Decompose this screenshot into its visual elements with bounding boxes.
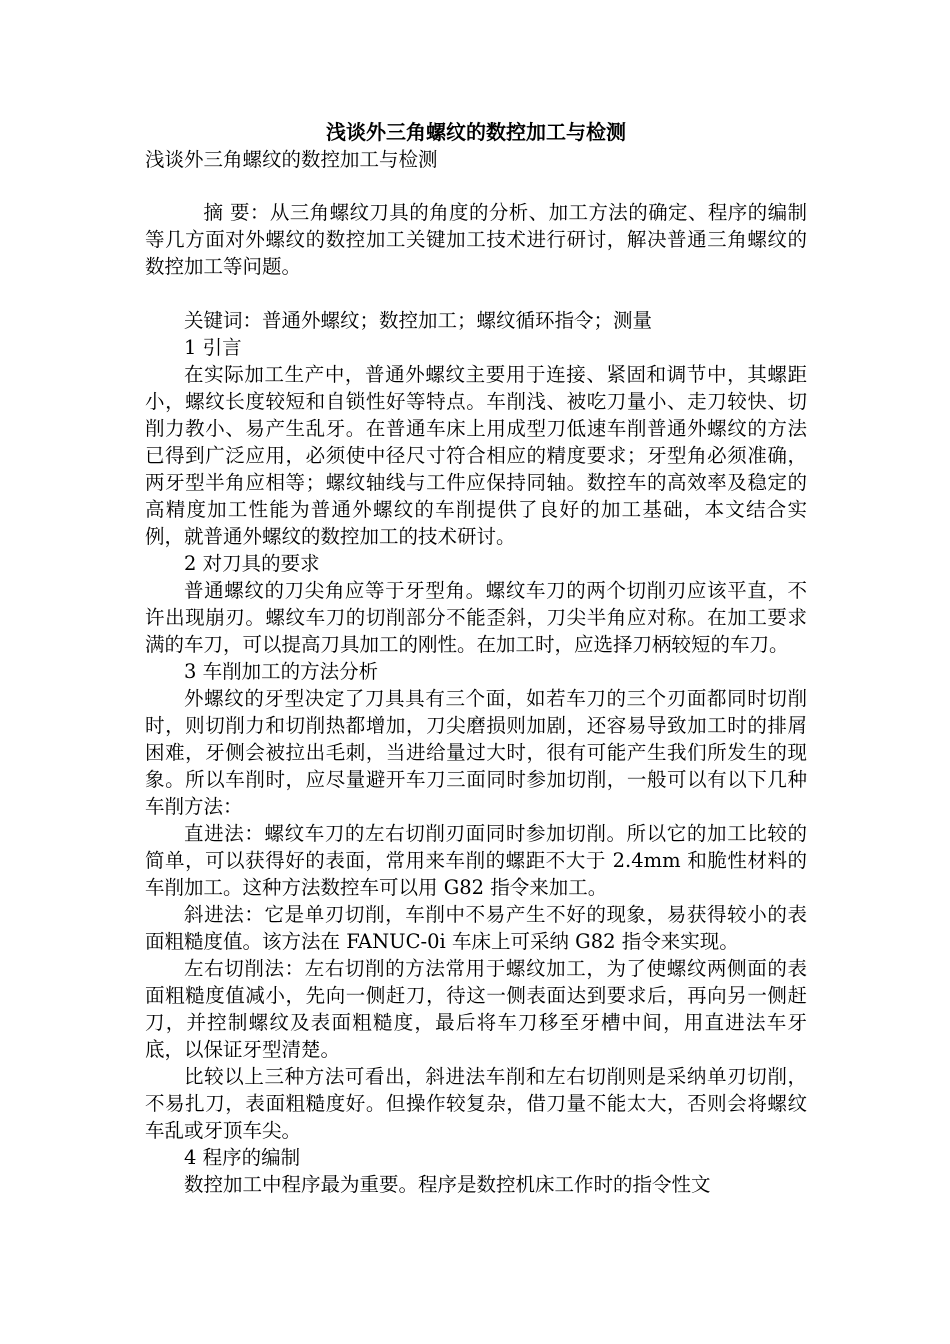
abstract-paragraph — [145, 199, 807, 280]
section-heading: 1 引言 — [184, 336, 242, 359]
section-paragraph: 左右切削法：左右切削的方法常用于螺纹加工，为了使螺纹两侧面的表面粗糙度值减小，先向一侧赶刀，待这一侧表面达到要求后，再向另一侧赶刀，并控制螺纹及表面粗糙度，最后将车刀移至牙槽中间，用直进法车牙底，以保证牙型清楚。 — [145, 957, 807, 1061]
section-paragraph: 数控加工中程序最为重要。程序是数控机床工作时的指令性文 — [184, 1173, 711, 1196]
section-paragraph: 在实际加工生产中，普通外螺纹主要用于连接、紧固和调节中，其螺距小，螺纹长度较短和自锁性好等特点。车削浅、被吃刀量小、走刀较快、切削力教小、易产生乱牙。在普通车床上用成型刀低速车削普通外螺纹的方法已得到广泛应用，必须使中径尺寸符合相应的精度要求；牙型角必须准确，两牙型半角应相等；螺纹轴线与工件应保持同轴。数控车的高效率及稳定的高精度加工性能为普通外螺纹的车削提供了良好的加工基础，本文结合实例，就普通外螺纹的数控加工的技术研讨。 — [145, 363, 807, 548]
document-page — [145, 118, 807, 1198]
document-subtitle: 浅谈外三角螺纹的数控加工与检测 — [145, 148, 438, 171]
section-heading: 3 车削加工的方法分析 — [184, 660, 379, 683]
section-heading: 4 程序的编制 — [184, 1146, 301, 1169]
abstract-label: 摘 要： — [203, 201, 270, 224]
section-paragraph: 直进法：螺纹车刀的左右切削刃面同时参加切削。所以它的加工比较的简单，可以获得好的表面，常用来车削的螺距不大于 2.4mm 和脆性材料的车削加工。这种方法数控车可以用 G82 指令来加工。 — [145, 822, 807, 899]
section-paragraph: 普通螺纹的刀尖角应等于牙型角。螺纹车刀的两个切削刃应该平直，不许出现崩刃。螺纹车刀的切削部分不能歪斜，刀尖半角应对称。在加工要求满的车刀，可以提高刀具加工的刚性。在加工时，应选择刀柄较短的车刀。 — [145, 579, 807, 656]
section-paragraph: 斜进法：它是单刃切削，车削中不易产生不好的现象，易获得较小的表面粗糙度值。该方法在 FANUC-0i 车床上可采纳 G82 指令来实现。 — [145, 903, 807, 953]
keywords-line: 关键词：普通外螺纹；数控加工；螺纹循环指令；测量 — [184, 309, 653, 332]
section-paragraph: 比较以上三种方法可看出，斜进法车削和左右切削则是采纳单刃切削，不易扎刀，表面粗糙度好。但操作较复杂，借刀量不能太大，否则会将螺纹车乱或牙顶车尖。 — [145, 1065, 807, 1142]
abstract-text: 从三角螺纹刀具的角度的分析、加工方法的确定、程序的编制等几方面对外螺纹的数控加工关键加工技术进行研讨，解决普通三角螺纹的数控加工等问题。 — [145, 201, 807, 278]
document-title: 浅谈外三角螺纹的数控加工与检测 — [326, 120, 626, 144]
section-paragraph: 外螺纹的牙型决定了刀具具有三个面，如若车刀的三个刃面都同时切削时，则切削力和切削热都增加，刀尖磨损则加剧，还容易导致加工时的排屑困难，牙侧会被拉出毛刺，当进给量过大时，很有可能产生我们所发生的现象。所以车削时，应尽量避开车刀三面同时参加切削，一般可以有以下几种车削方法： — [145, 687, 807, 818]
section-heading: 2 对刀具的要求 — [184, 552, 320, 575]
